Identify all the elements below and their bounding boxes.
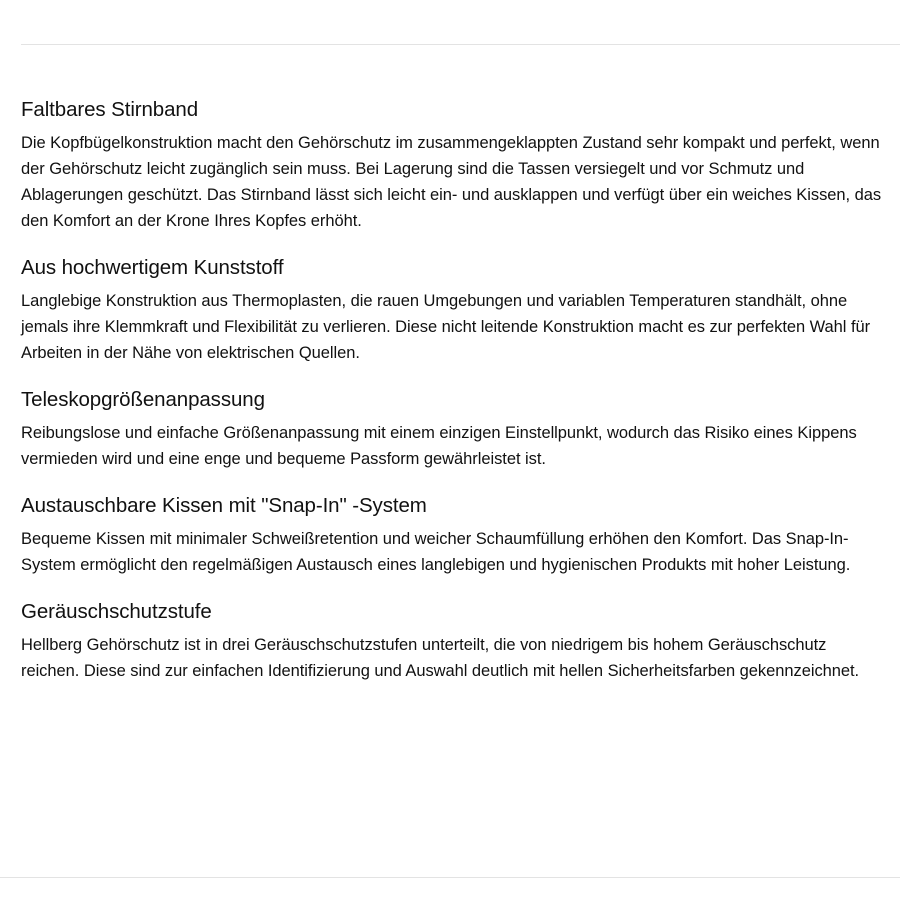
section-description: Reibungslose und einfache Größenanpassung mit einem einzigen Einstellpunkt, wodurch das Risiko eines Kippens vermieden wird und eine enge und bequeme Passform gewährleistet ist. [21, 424, 857, 468]
section-heading: Geräuschschutzstufe [21, 600, 212, 623]
section-heading: Faltbares Stirnband [21, 98, 199, 121]
bottom-divider [0, 877, 900, 878]
feature-section-foldable-headband [21, 96, 887, 234]
feature-section-noise-protection-level [21, 598, 887, 684]
section-description: Die Kopfbügelkonstruktion macht den Gehörschutz im zusammengeklappten Zustand sehr kompakt und perfekt, wenn der Gehörschutz leicht zugänglich sein muss. Bei Lagerung sind die Tassen versiegelt und vor Schmutz und Ablagerungen geschützt. Das Stirnband lässt sich leicht ein- und ausklappen und verfügt über ein weiches Kissen, das den Komfort an der Krone Ihres Kopfes erhöht. [21, 134, 882, 230]
section-description: Bequeme Kissen mit minimaler Schweißretention und weicher Schaumfüllung erhöhen den Komfort. Das Snap-In-System ermöglicht den regelmäßigen Austausch eines langlebigen und hygienischen Produkts mit hoher Leistung. [21, 530, 851, 574]
top-divider [21, 44, 900, 45]
feature-section-snap-in-cushions [21, 492, 887, 578]
feature-list [21, 96, 887, 704]
section-heading: Teleskopgrößenanpassung [21, 388, 265, 411]
section-heading: Aus hochwertigem Kunststoff [21, 256, 284, 279]
section-heading: Austauschbare Kissen mit "Snap-In" -System [21, 494, 427, 517]
section-description: Hellberg Gehörschutz ist in drei Geräuschschutzstufen unterteilt, die von niedrigem bis hohem Geräuschschutz reichen. Diese sind zur einfachen Identifizierung und Auswahl deutlich mit hellen Sicherheitsfarben gekennzeichnet. [21, 636, 860, 680]
feature-section-plastic [21, 254, 887, 366]
feature-section-telescopic-sizing [21, 386, 887, 472]
section-description: Langlebige Konstruktion aus Thermoplasten, die rauen Umgebungen und variablen Temperaturen standhält, ohne jemals ihre Klemmkraft und Flexibilität zu verlieren. Diese nicht leitende Konstruktion macht es zur perfekten Wahl für Arbeiten in der Nähe von elektrischen Quellen. [21, 292, 871, 362]
